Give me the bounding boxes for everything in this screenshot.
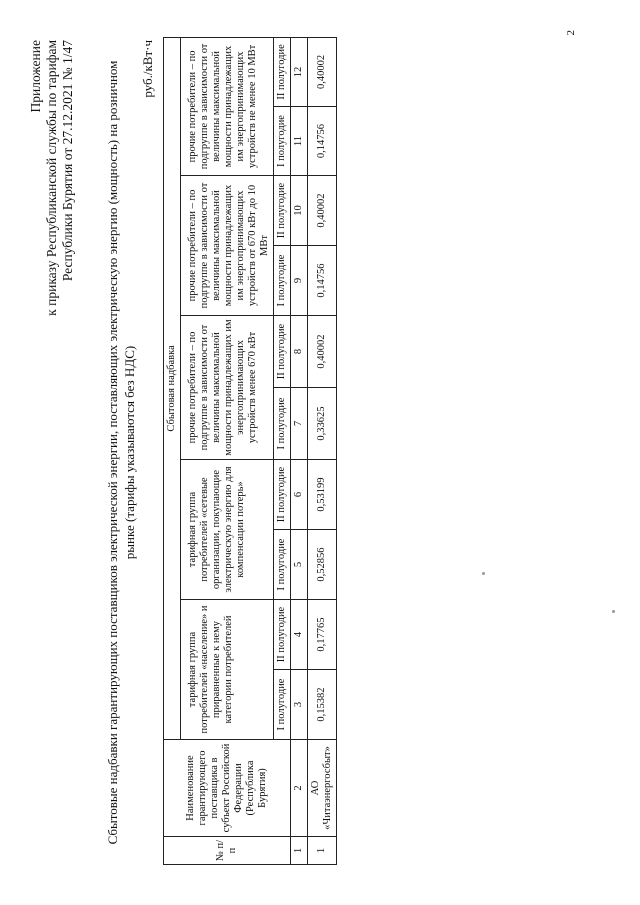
value-cell: 0,40002 [308,37,337,106]
value-cell: 0,14756 [308,107,337,176]
header-group-under-670: прочие потребители – по подгруппе в зависимости от величины максимальной мощности принадлежащих им энергопринимающих устройств менее 670 кВт [181,316,274,460]
header-name: Наименование гарантирующего поставщика в субъект Российской Федерации (Республика Бурятия) [164,740,291,837]
appendix-header [28,40,76,560]
column-number: 1 [291,837,308,865]
column-number: 4 [291,600,308,670]
scan-speck [612,610,615,613]
header-markup-group: Сбытовая надбавка [164,37,181,739]
column-number: 11 [291,107,308,176]
column-number: 3 [291,670,308,740]
column-number: 2 [291,740,308,837]
supplier-name: АО «Читаэнергосбыт» [308,740,337,837]
header-half-i: I полугодие [274,246,291,316]
column-number: 6 [291,460,308,530]
document-title [104,0,138,905]
header-group-over-10: прочие потребители – по подгруппе в зависимости от величины максимальной мощности принадлежащих им энергопринимающих устройств не менее 10 МВт [181,37,274,175]
header-half-i: I полугодие [274,388,291,460]
tariff-table [163,37,337,865]
appendix-line: Республики Бурятия от 27.12.2021 № 1/47 [60,40,75,282]
column-number: 10 [291,176,308,246]
header-group-670-10: прочие потребители – по подгруппе в зависимости от величины максимальной мощности принадлежащих им энергопринимающих устройств от 670 кВт до 10 МВт [181,176,274,316]
appendix-line: к приказу Республиканской службы по тарифам [44,40,59,316]
column-number: 9 [291,246,308,316]
row-num: 1 [308,837,337,865]
table-row [308,37,337,864]
column-number: 12 [291,37,308,106]
value-cell: 0,53199 [308,460,337,530]
value-cell: 0,15382 [308,670,337,740]
header-half-ii: II полугодие [274,600,291,670]
header-half-i: I полугодие [274,670,291,740]
header-row [164,37,181,864]
header-half-ii: II полугодие [274,37,291,106]
title-line: рынке (тарифы указываются без НДС) [122,345,137,560]
column-number-row [291,37,308,864]
column-number: 5 [291,530,308,600]
scan-speck [482,572,485,575]
header-half-ii: II полугодие [274,460,291,530]
value-cell: 0,40002 [308,176,337,246]
value-cell: 0,33625 [308,388,337,460]
header-half-i: I полугодие [274,530,291,600]
header-half-i: I полугодие [274,107,291,176]
header-group-network: тарифная группа потребителей «сетевые организации, покупающие электрическую энергию для компенсации потерь» [181,460,274,600]
title-line: Сбытовые надбавки гарантирующих поставщиков электрической энергии, поставляющих электрическую энергию (мощность) на розничном [105,60,120,845]
appendix-line: Приложение [28,40,43,113]
header-half-ii: II полугодие [274,176,291,246]
header-half-ii: II полугодие [274,316,291,388]
column-number: 7 [291,388,308,460]
header-num: № п/п [164,837,291,865]
value-cell: 0,14756 [308,246,337,316]
column-number: 8 [291,316,308,388]
page-number: 2 [565,30,577,36]
value-cell: 0,40002 [308,316,337,388]
value-cell: 0,52856 [308,530,337,600]
header-group-population: тарифная группа потребителей «население» и приравненные к нему категории потребителей [181,600,274,740]
unit-label: руб./кВт·ч [140,40,155,98]
value-cell: 0,17765 [308,600,337,670]
